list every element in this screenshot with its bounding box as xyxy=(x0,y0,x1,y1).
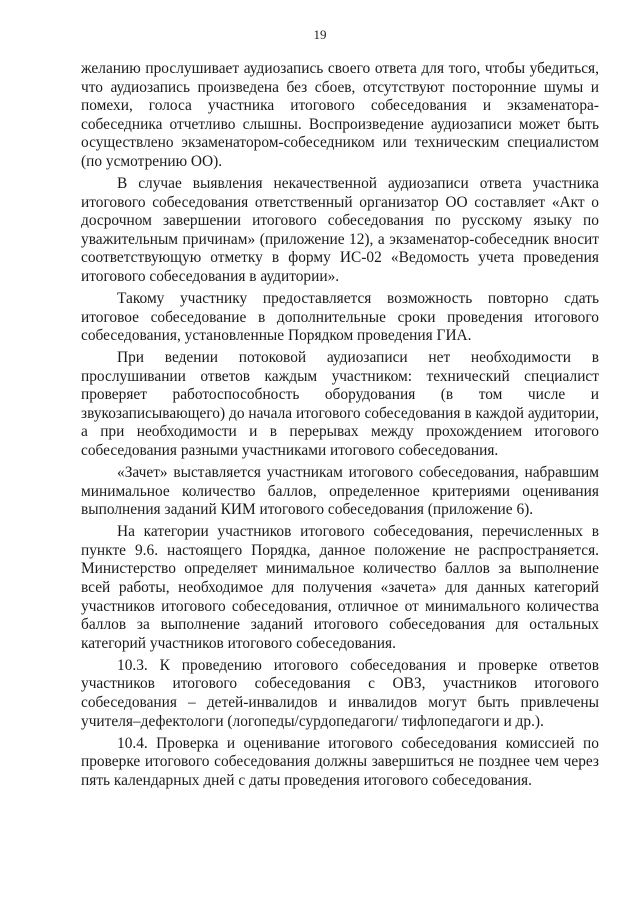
paragraph: 10.4. Проверка и оценивание итогового собеседования комиссией по проверке итогового собеседования должны завершиться не позднее чем через пять календарных дней с даты проведения итогового собеседования. xyxy=(81,734,599,789)
paragraph: «Зачет» выставляется участникам итогового собеседования, набравшим минимальное количество баллов, определенное критериями оценивания выполнения заданий КИМ итогового собеседования (приложение 6). xyxy=(81,464,599,519)
paragraph: На категории участников итогового собеседования, перечисленных в пункте 9.6. настоящего Порядка, данное положение не распространяется. Министерство определяет минимальное количество баллов за выполнение всей работы, необходимое для получения «зачета» для данных категорий участников итогового собеседования, отличное от минимального количества баллов за выполнение заданий итогового собеседования для остальных категорий участников итогового собеседования. xyxy=(81,523,599,652)
body-text xyxy=(81,60,599,790)
paragraph: В случае выявления некачественной аудиозаписи ответа участника итогового собеседования ответственный организатор ОО составляет «Акт о досрочном завершении итогового собеседования по русскому языку по уважительным причинам» (приложение 12), а экзаменатор-собеседник вносит соответствующую отметку в форму ИС-02 «Ведомость учета проведения итогового собеседования в аудитории». xyxy=(81,174,599,285)
paragraph: 10.3. К проведению итогового собеседования и проверке ответов участников итогового собеседования с ОВЗ, участников итогового собеседования – детей-инвалидов и инвалидов могут быть привлечены учителя–дефектологи (логопеды/сурдопедагоги/ тифлопедагоги и др.). xyxy=(81,656,599,730)
page-number: 19 xyxy=(313,27,327,42)
paragraph: При ведении потоковой аудиозаписи нет необходимости в прослушивании ответов каждым участником: технический специалист проверяет работоспособность оборудования (в том числе и звукозаписывающего) до начала итогового собеседования в каждой аудитории, а при необходимости и в перерывах между прохождением итогового собеседования разными участниками итогового собеседования. xyxy=(81,349,599,460)
paragraph: желанию прослушивает аудиозапись своего ответа для того, чтобы убедиться, что аудиозапись произведена без сбоев, отсутствуют посторонние шумы и помехи, голоса участника итогового собеседования и экзаменатора-собеседника отчетливо слышны. Воспроизведение аудиозаписи может быть осуществлено экзаменатором-собеседником или техническим специалистом (по усмотрению ОО). xyxy=(81,60,599,170)
paragraph: Такому участнику предоставляется возможность повторно сдать итоговое собеседование в дополнительные сроки проведения итогового собеседования, установленные Порядком проведения ГИА. xyxy=(81,289,599,345)
